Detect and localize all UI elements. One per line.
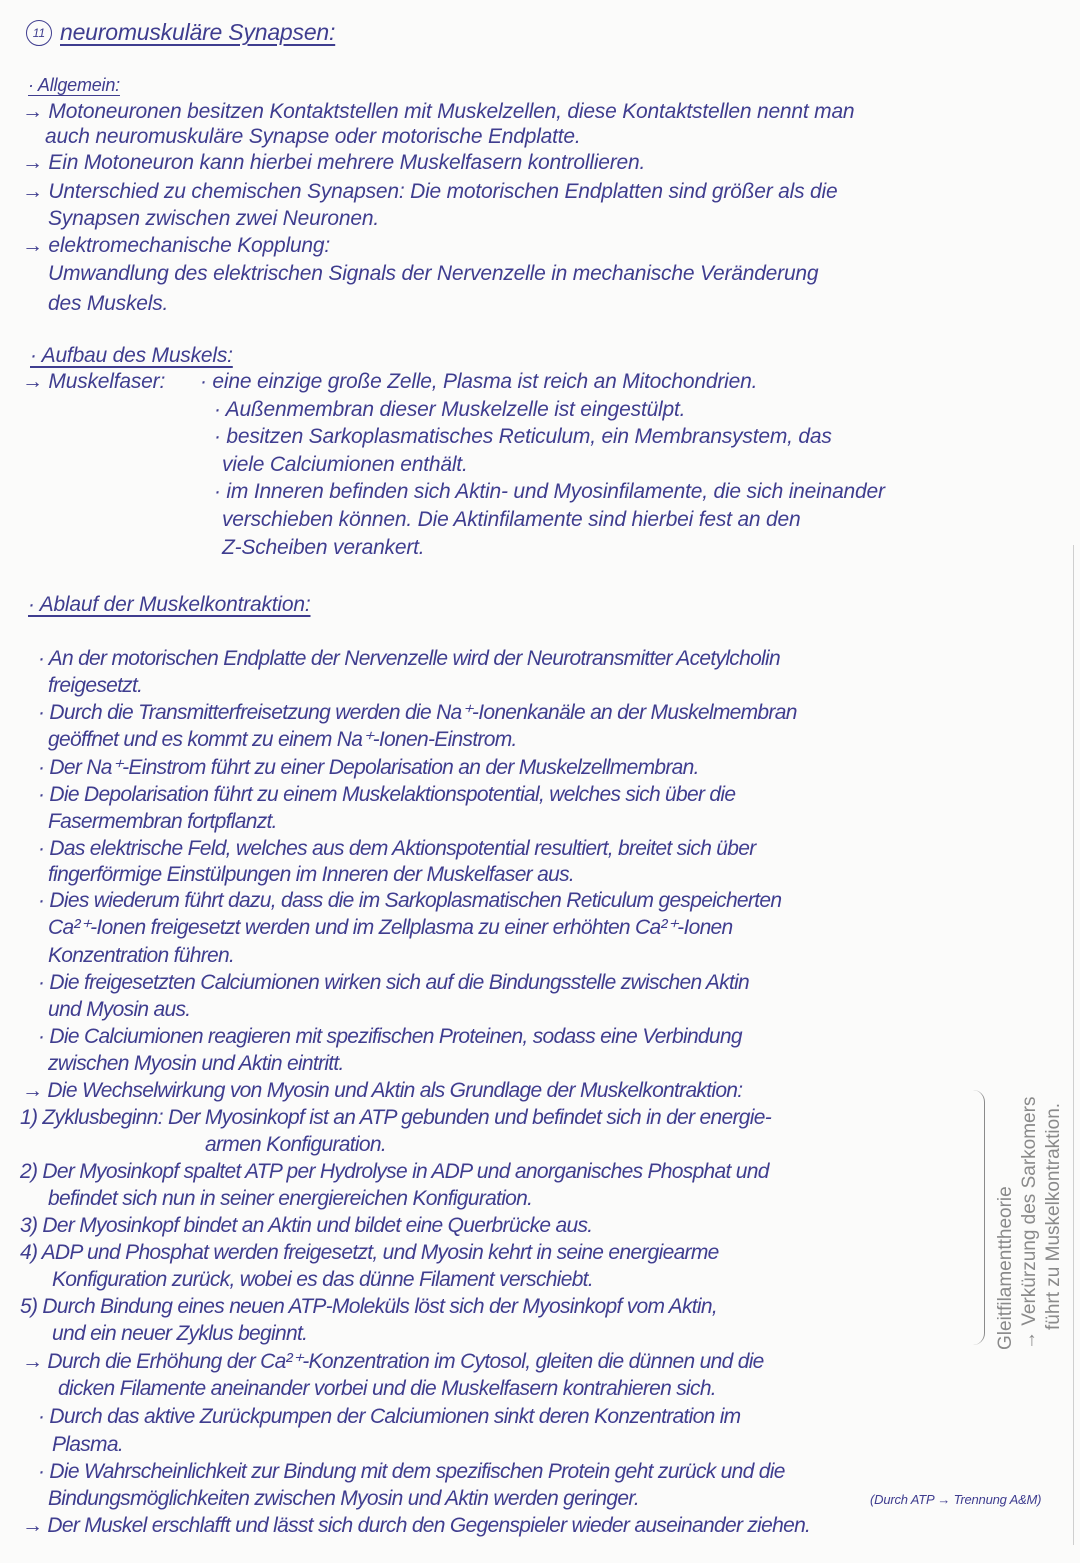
- text-line: · Außenmembran dieser Muskelzelle ist eingestülpt.: [214, 398, 686, 421]
- step-3: 3) Der Myosinkopf bindet an Aktin und bildet eine Querbrücke aus.: [20, 1214, 593, 1237]
- text-line: → Durch die Erhöhung der Ca²⁺-Konzentration im Cytosol, gleiten die dünnen und die: [22, 1350, 764, 1373]
- side-note-line: Gleitfilamenttheorie: [995, 1186, 1016, 1350]
- text-line: · Das elektrische Feld, welches aus dem Aktionspotential resultiert, breitet sich über: [38, 837, 756, 860]
- text-line: → Motoneuronen besitzen Kontaktstellen mit Muskelzellen, diese Kontaktstellen nennt man: [22, 100, 855, 123]
- text-line: und ein neuer Zyklus beginnt.: [52, 1322, 308, 1345]
- muskelfaser-label: → Muskelfaser:: [22, 370, 166, 393]
- text-line: zwischen Myosin und Aktin eintritt.: [48, 1052, 344, 1075]
- text-line: · Dies wiederum führt dazu, dass die im Sarkoplasmatischen Reticulum gespeicherten: [38, 889, 782, 912]
- text-line: verschieben können. Die Aktinfilamente sind hierbei fest an den: [222, 508, 801, 531]
- side-note-line: führt zu Muskelkontraktion.: [1043, 1102, 1064, 1330]
- text-line: Ca²⁺-Ionen freigesetzt werden und im Zellplasma zu einer erhöhten Ca²⁺-Ionen: [48, 916, 733, 939]
- step-1: 1) Zyklusbeginn: Der Myosinkopf ist an ATP gebunden und befindet sich in der energie-: [20, 1106, 772, 1129]
- text-line: → elektromechanische Kopplung:: [22, 234, 331, 257]
- text-line: · Durch die Transmitterfreisetzung werden die Na⁺-Ionenkanäle an der Muskelmembran: [38, 701, 797, 724]
- text-line: geöffnet und es kommt zu einem Na⁺-Ionen-Einstrom.: [48, 728, 517, 751]
- text-line: · Der Na⁺-Einstrom führt zu einer Depolarisation an der Muskelzellmembran.: [38, 756, 699, 779]
- step-5: 5) Durch Bindung eines neuen ATP-Moleküls löst sich der Myosinkopf vom Aktin,: [20, 1295, 717, 1318]
- heading-allgemein: · Allgemein:: [28, 75, 120, 95]
- text-line: auch neuromuskuläre Synapse oder motorische Endplatte.: [45, 125, 581, 148]
- text-line: · Die Calciumionen reagieren mit spezifischen Proteinen, sodass eine Verbindung: [38, 1025, 742, 1048]
- text-line: → Ein Motoneuron kann hierbei mehrere Muskelfasern kontrollieren.: [22, 151, 646, 174]
- text-line: · im Inneren befinden sich Aktin- und Myosinfilamente, die sich ineinander: [214, 480, 885, 503]
- text-line: armen Konfiguration.: [205, 1133, 386, 1156]
- text-line: · Die freigesetzten Calciumionen wirken sich auf die Bindungsstelle zwischen Aktin: [38, 971, 750, 994]
- text-line: Umwandlung des elektrischen Signals der Nervenzelle in mechanische Veränderung: [48, 262, 819, 285]
- side-note: [994, 1010, 1066, 1350]
- text-line: viele Calciumionen enthält.: [222, 453, 468, 476]
- text-line: → Unterschied zu chemischen Synapsen: Die motorischen Endplatten sind größer als die: [22, 180, 838, 203]
- text-line: fingerförmige Einstülpungen im Inneren der Muskelfaser aus.: [48, 863, 574, 886]
- brace: [972, 1090, 985, 1345]
- text-line: · An der motorischen Endplatte der Nervenzelle wird der Neurotransmitter Acetylcholin: [38, 647, 780, 670]
- text-line: des Muskels.: [48, 292, 169, 315]
- text-line: · besitzen Sarkoplasmatisches Reticulum, ein Membransystem, das: [214, 425, 832, 448]
- text-line: Synapsen zwischen zwei Neuronen.: [48, 207, 379, 230]
- text-line: → Der Muskel erschlafft und lässt sich durch den Gegenspieler wieder auseinander ziehen.: [22, 1514, 811, 1537]
- text-line: Konzentration führen.: [48, 944, 235, 967]
- section-number: 11: [26, 20, 52, 46]
- text-line: Konfiguration zurück, wobei es das dünne Filament verschiebt.: [52, 1268, 593, 1291]
- heading-ablauf: · Ablauf der Muskelkontraktion:: [28, 593, 311, 616]
- text-line: befindet sich nun in seiner energiereichen Konfiguration.: [48, 1187, 533, 1210]
- text-line: Z-Scheiben verankert.: [222, 536, 425, 559]
- text-line: · Durch das aktive Zurückpumpen der Calciumionen sinkt deren Konzentration im: [38, 1405, 741, 1428]
- page-edge-line: [1073, 545, 1074, 1545]
- text-line: dicken Filamente aneinander vorbei und die Muskelfasern kontrahieren sich.: [58, 1377, 716, 1400]
- text-line: freigesetzt.: [48, 674, 143, 697]
- text-line: Fasermembran fortpflanzt.: [48, 810, 277, 833]
- text-line: Plasma.: [52, 1433, 123, 1456]
- text-line: · Die Depolarisation führt zu einem Muskelaktionspotential, welches sich über die: [38, 783, 736, 806]
- page-title: neuromuskuläre Synapsen:: [60, 19, 336, 45]
- text-line: → Die Wechselwirkung von Myosin und Aktin als Grundlage der Muskelkontraktion:: [22, 1079, 743, 1102]
- step-4: 4) ADP und Phosphat werden freigesetzt, und Myosin kehrt in seine energiearme: [20, 1241, 719, 1264]
- step-2: 2) Der Myosinkopf spaltet ATP per Hydrolyse in ADP und anorganisches Phosphat und: [20, 1160, 769, 1183]
- text-line: und Myosin aus.: [48, 998, 191, 1021]
- heading-aufbau: · Aufbau des Muskels:: [30, 344, 233, 367]
- text-line: · Die Wahrscheinlichkeit zur Bindung mit dem spezifischen Protein geht zurück und die: [38, 1460, 785, 1483]
- text-line: · eine einzige große Zelle, Plasma ist reich an Mitochondrien.: [200, 370, 758, 393]
- margin-note: (Durch ATP → Trennung A&M): [870, 1492, 1042, 1507]
- side-note-line: → Verkürzung des Sarkomers: [1019, 1096, 1040, 1350]
- text-line: Bindungsmöglichkeiten zwischen Myosin und Aktin werden geringer.: [48, 1487, 639, 1510]
